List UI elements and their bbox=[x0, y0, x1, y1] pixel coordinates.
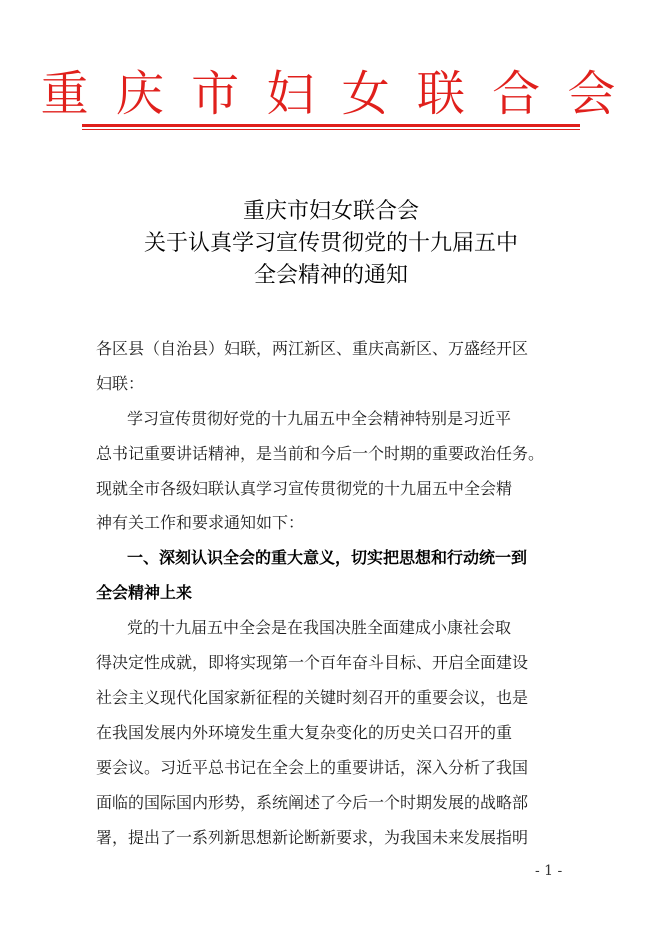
body-line: 神有关工作和要求通知如下： bbox=[96, 513, 305, 532]
page-number: - 1 - bbox=[535, 863, 563, 879]
letterhead-rule-thick bbox=[82, 124, 580, 127]
section-heading-line-2: 全会精神上来 bbox=[96, 583, 193, 602]
body-line: 现就全市各级妇联认真学习宣传贯彻党的十九届五中全会精 bbox=[96, 479, 513, 498]
body-line: 总书记重要讲话精神，是当前和今后一个时期的重要政治任务。 bbox=[96, 444, 545, 463]
body-line: 得决定性成就，即将实现第一个百年奋斗目标、开启全面建设 bbox=[96, 653, 529, 672]
body-line: 要会议。习近平总书记在全会上的重要讲话，深入分析了我国 bbox=[96, 758, 529, 777]
body-line: 署，提出了一系列新思想新论断新要求，为我国未来发展指明 bbox=[96, 828, 529, 847]
body-line: 党的十九届五中全会是在我国决胜全面建成小康社会取 bbox=[127, 618, 512, 637]
body-line: 社会主义现代化国家新征程的关键时刻召开的重要会议，也是 bbox=[96, 688, 529, 707]
letterhead-rule-thin bbox=[82, 129, 580, 130]
section-heading-line-1: 一、深刻认识全会的重大意义，切实把思想和行动统一到 bbox=[127, 548, 528, 567]
body-line: 妇联： bbox=[96, 374, 145, 393]
document-title-line-1: 重庆市妇女联合会 bbox=[242, 199, 419, 224]
body-line: 学习宣传贯彻好党的十九届五中全会精神特别是习近平 bbox=[127, 409, 512, 428]
document-title-line-3: 全会精神的通知 bbox=[253, 263, 408, 288]
body-line: 各区县（自治县）妇联，两江新区、重庆高新区、万盛经开区 bbox=[96, 339, 529, 358]
body-line: 在我国发展内外环境发生重大复杂变化的历史关口召开的重 bbox=[96, 723, 513, 742]
letterhead-org-name: 重 庆 市 妇 女 联 合 会 bbox=[40, 66, 622, 122]
document-title-line-2: 关于认真学习宣传贯彻党的十九届五中 bbox=[143, 231, 518, 256]
body-line: 面临的国际国内形势，系统阐述了今后一个时期发展的战略部 bbox=[96, 793, 529, 812]
